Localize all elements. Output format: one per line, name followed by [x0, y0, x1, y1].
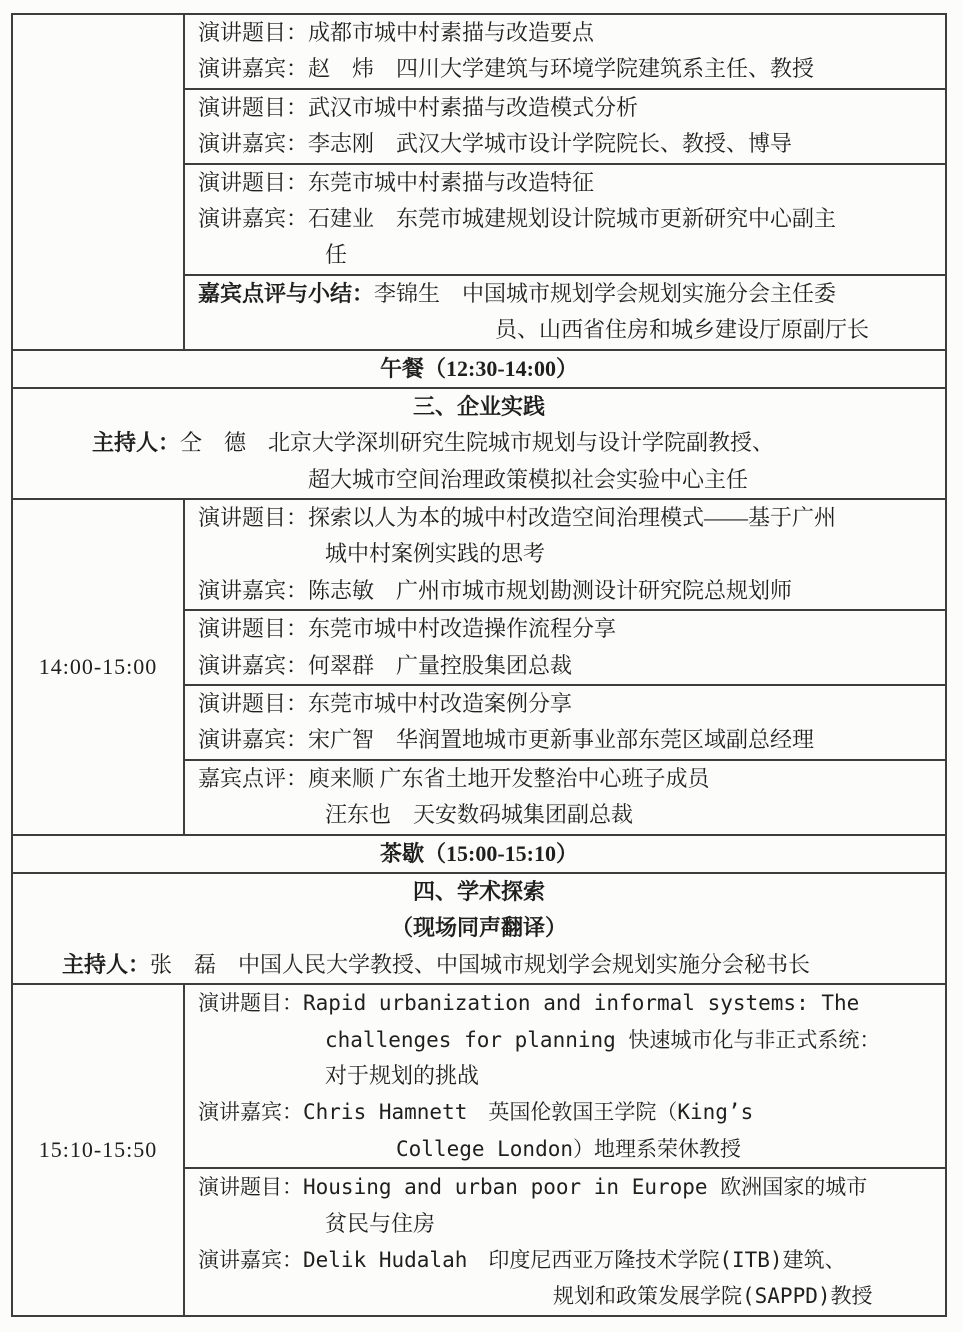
session-rows — [185, 500, 945, 834]
text-line: 演讲嘉宾：陈志敏 广州市城市规划勘测设计研究院总规划师 — [198, 577, 793, 603]
text-line: 超大城市空间治理政策模拟社会实验中心主任 — [308, 466, 749, 492]
agenda-subrow — [185, 1169, 945, 1315]
text-line: challenges for planning 快速城市化与非正式系统： — [325, 1027, 881, 1052]
agenda-subrow — [185, 276, 945, 349]
text-line: （现场同声翻译） — [390, 915, 567, 941]
text-line: 员、山西省住房和城乡建设厅原副厅长 — [495, 317, 870, 343]
agenda-subrow — [185, 686, 945, 761]
agenda-subrow — [185, 985, 945, 1169]
text-line: 主持人：张 磊 中国人民大学教授、中国城市规划学会规划实施分会秘书长 — [62, 951, 811, 977]
text-line: 演讲题目：探索以人为本的城中村改造空间治理模式——基于广州 — [198, 505, 837, 531]
text-line: 四、学术探索 — [412, 878, 545, 904]
text-line: 茶歇（15:00-15:10） — [380, 840, 578, 866]
text-line: 汪东也 天安数码城集团副总裁 — [325, 802, 634, 828]
break-band — [13, 836, 945, 874]
text-line: 演讲题目：东莞市城中村改造案例分享 — [198, 691, 573, 717]
session-rows — [185, 985, 945, 1315]
bold-label: 主持人： — [62, 951, 151, 977]
break-band — [13, 351, 945, 389]
text-line: 演讲嘉宾：宋广智 华润置地城市更新事业部东莞区域副总经理 — [198, 727, 815, 753]
time-cell — [13, 500, 185, 834]
text-line: 演讲题目：成都市城中村素描与改造要点 — [198, 20, 595, 45]
text-line: 演讲嘉宾：Delik Hudalah 印度尼西亚万隆技术学院(ITB)建筑、 — [198, 1247, 846, 1272]
session-rows — [185, 15, 945, 349]
agenda-subrow — [185, 761, 945, 834]
text-line: 演讲题目：东莞市城中村改造操作流程分享 — [198, 616, 617, 642]
time-cell — [13, 985, 185, 1315]
text-line: 演讲嘉宾：赵 炜 四川大学建筑与环境学院建筑系主任、教授 — [198, 56, 815, 82]
agenda-subrow — [185, 500, 945, 611]
text-line: 演讲题目：武汉市城中村素描与改造模式分析 — [198, 94, 639, 120]
agenda-subrow — [185, 165, 945, 276]
text-line: 演讲嘉宾：石建业 东莞市城建规划设计院城市更新研究中心副主 — [198, 205, 837, 231]
text-line: 演讲题目：Rapid urbanization and informal systems: The — [198, 991, 860, 1016]
text-line: 主持人：仝 德 北京大学深圳研究生院城市规划与设计学院副教授、 — [92, 430, 775, 456]
text-line: 演讲嘉宾：Chris Hamnett 英国伦敦国王学院（King’s — [198, 1100, 754, 1125]
time-label: 14:00-15:00 — [38, 653, 158, 679]
agenda-subrow — [185, 90, 945, 165]
text-line: 对于规划的挑战 — [325, 1062, 480, 1088]
agenda-table — [11, 13, 947, 1317]
session-band — [13, 15, 945, 351]
time-cell — [13, 15, 185, 349]
text-line: 午餐（12:30-14:00） — [380, 355, 578, 381]
text-line: College London）地理系荣休教授 — [396, 1136, 742, 1161]
bold-label: 主持人： — [92, 430, 181, 456]
text-line: 演讲题目：东莞市城中村素描与改造特征 — [198, 169, 595, 195]
text-line: 演讲题目：Housing and urban poor in Europe 欧洲国家的城市 — [198, 1175, 868, 1200]
time-label: 15:10-15:50 — [38, 1136, 158, 1162]
agenda-subrow — [185, 15, 945, 90]
session-band — [13, 985, 945, 1315]
section-band — [13, 389, 945, 500]
text-line: 三、企业实践 — [412, 393, 545, 419]
section-band — [13, 874, 945, 985]
text-line: 演讲嘉宾：李志刚 武汉大学城市设计学院院长、教授、博导 — [198, 131, 793, 157]
text-line: 嘉宾点评：庾来顺 广东省土地开发整治中心班子成员 — [198, 765, 710, 791]
session-band — [13, 500, 945, 836]
text-line: 贫民与住房 — [325, 1210, 436, 1236]
text-line: 嘉宾点评与小结：李锦生 中国城市规划学会规划实施分会主任委 — [198, 280, 837, 306]
text-line: 演讲嘉宾：何翠群 广量控股集团总裁 — [198, 652, 573, 678]
bold-label: 嘉宾点评与小结： — [198, 280, 375, 306]
text-line: 城中村案例实践的思考 — [325, 541, 546, 567]
text-line: 任 — [325, 242, 348, 268]
agenda-subrow — [185, 611, 945, 686]
text-line: 规划和政策发展学院(SAPPD)教授 — [553, 1284, 873, 1309]
